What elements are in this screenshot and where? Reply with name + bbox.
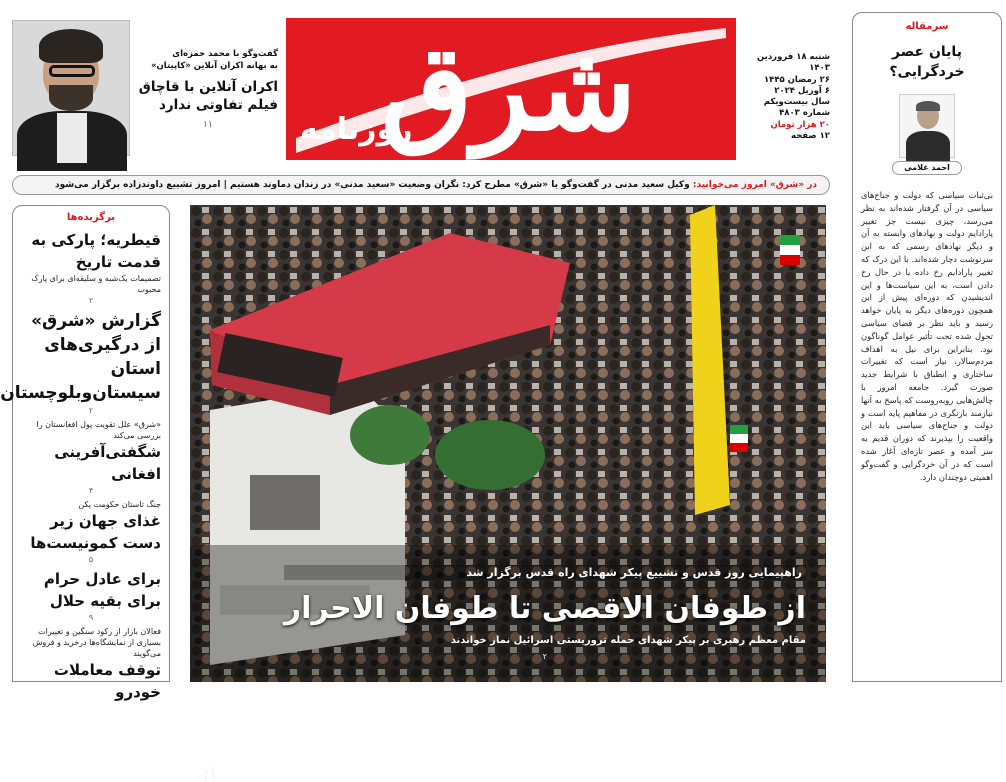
editorial-column[interactable] bbox=[852, 12, 1002, 682]
selected-stories-column bbox=[0, 205, 170, 701]
story-headline: قیطریه؛ پارکی به قدمت تاریخ bbox=[31, 231, 161, 271]
author-avatar bbox=[899, 94, 955, 158]
lead-caption bbox=[284, 565, 806, 661]
issue-info bbox=[740, 52, 830, 142]
lead-subhead: مقام معظم رهبری بر پیکر شهدای حمله تروریستی اسرائیل نماز خواندند bbox=[450, 635, 806, 646]
issue-price: ۲۰ هزار تومان bbox=[770, 119, 830, 130]
story-headline: غذای جهان زیر دست کمونیست‌ها bbox=[30, 512, 161, 552]
logo-subtitle: روزنامه bbox=[300, 112, 413, 147]
logo-wordmark: شرق bbox=[381, 18, 637, 157]
issue-number: شماره ۴۸۰۳ bbox=[779, 108, 830, 119]
interview-portrait bbox=[12, 20, 130, 156]
story-item[interactable] bbox=[0, 309, 161, 417]
story-kicker: جنگ تاستان حکومت پکن bbox=[78, 500, 161, 509]
page-number: ۵ bbox=[88, 555, 94, 564]
author-name: احمد غلامی bbox=[892, 161, 962, 175]
story-item[interactable] bbox=[21, 419, 161, 497]
editorial-headline: پایان عصر خردگرایی؟ bbox=[889, 44, 965, 80]
highlights-text: وکیل سعید مدنی در گفت‌وگو با «شرق» مطرح کرد: نگران وضعیت «سعید مدنی» در زندان دماوند هستیم | امروز تشییع داوندزاده برگزار می‌شود bbox=[54, 180, 690, 190]
page-number: ۲ bbox=[542, 652, 548, 661]
issue-pages: ۱۲ صفحه bbox=[791, 131, 830, 142]
story-subhead: تصمیمات یک‌شبه و سلیقه‌ای برای پارک محبوب bbox=[31, 274, 161, 294]
issue-date-solar: شنبه ۱۸ فروردین ۱۴۰۳ bbox=[756, 52, 830, 74]
editorial-section-title: سرمقاله bbox=[905, 21, 949, 32]
photo-credit: عکس: شرق / ... bbox=[196, 764, 217, 782]
newspaper-logo bbox=[286, 18, 736, 160]
page-number: ۲ bbox=[88, 296, 94, 305]
interview-teaser[interactable] bbox=[138, 48, 278, 130]
story-item[interactable] bbox=[21, 229, 161, 307]
page-number: ۹ bbox=[88, 613, 94, 622]
todays-highlights-bar[interactable] bbox=[12, 175, 830, 195]
page-number: ۴ bbox=[88, 486, 94, 495]
lead-headline: از طوفان الاقصی تا طوفان الاحرار bbox=[283, 591, 806, 626]
story-item[interactable] bbox=[21, 499, 161, 566]
page-number: ۲ bbox=[88, 406, 94, 415]
story-headline: برای عادل حرام برای بقیه حلال bbox=[43, 570, 161, 610]
section-title: برگزیده‌ها bbox=[66, 212, 116, 223]
interview-headline: اکران آنلاین با قاچاق فیلم تفاوتی ندارد bbox=[138, 79, 278, 113]
story-kicker: «شرق» علل تقویت پول افغانستان را بررسی می‌کند bbox=[36, 420, 161, 440]
story-item[interactable] bbox=[21, 568, 161, 624]
interview-kicker: گفت‌وگو با محمد حمزه‌ای bbox=[172, 49, 278, 59]
editorial-body: بی‌ثبات سیاسی که دولت و جناح‌های سیاسی در آن گرفتار شده‌اند به نظر می‌رسد، چیزی نیست جز تغییر پارادایم دولت و نهادهای وابسته به آن و دیگر نهادهای رسمی که به این سرنوشت دچار شده‌اند. با این درک که تغییر پارادایم رخ داده یا در حال رخ دادن است، به این سیاست‌ها و این اندیشیدن که دوره‌ای پیش از این همچون دوره‌های دیگر به پایان خواهد رسید و باید نظر بر فضای سیاسی تحول شده تحت تأثیر عوامل گوناگون بود. بنابراین برای نیل به اهداف مردم‌سالار، نیاز است که تغییرات ساختاری و انطباق با شرایط جدید صورت گیرد. جامعه امروز با چالش‌هایی روبه‌روست که پاسخ به آنها نیازمند بازنگری در مفاهیم پایه است و دولت و جناح‌های سیاسی باید این واقعیت را بپذیرند که دوران قدیم به سر آمده و عصر تازه‌ای آغاز شده است که در آن خردگرایی و گفت‌وگو اهمیتی دوچندان دارد. bbox=[861, 190, 993, 482]
issue-date-gregorian: ۶ آوریل ۲۰۲۴ bbox=[774, 85, 830, 96]
issue-date-lunar: ۲۶ رمضان ۱۴۴۵ bbox=[763, 74, 830, 85]
story-item[interactable] bbox=[21, 626, 161, 703]
story-headline: توقف معاملات خودرو bbox=[53, 661, 161, 701]
highlights-lead: در «شرق» امروز می‌خوانید: bbox=[692, 180, 817, 190]
interview-kicker: به بهانه اکران آنلاین «کاپیتان» bbox=[151, 61, 278, 71]
lead-photo[interactable] bbox=[190, 205, 826, 782]
issue-year: سال بیست‌ویکم bbox=[763, 97, 830, 108]
page-number: ۱۱ bbox=[203, 120, 213, 130]
lead-kicker: راهپیمایی روز قدس و تشییع پیکر شهدای راه قدس برگزار شد bbox=[284, 565, 806, 580]
story-kicker: فعالان بازار از رکود سنگین و تغییرات بسیاری از نمایشگاه‌ها درخرید و فروش می‌گویند bbox=[32, 627, 161, 658]
story-headline: گزارش «شرق» از درگیری‌های استان سیستان‌وبلوچستان bbox=[0, 311, 161, 403]
story-headline: شگفتی‌آفرینی افغانی bbox=[54, 443, 161, 483]
